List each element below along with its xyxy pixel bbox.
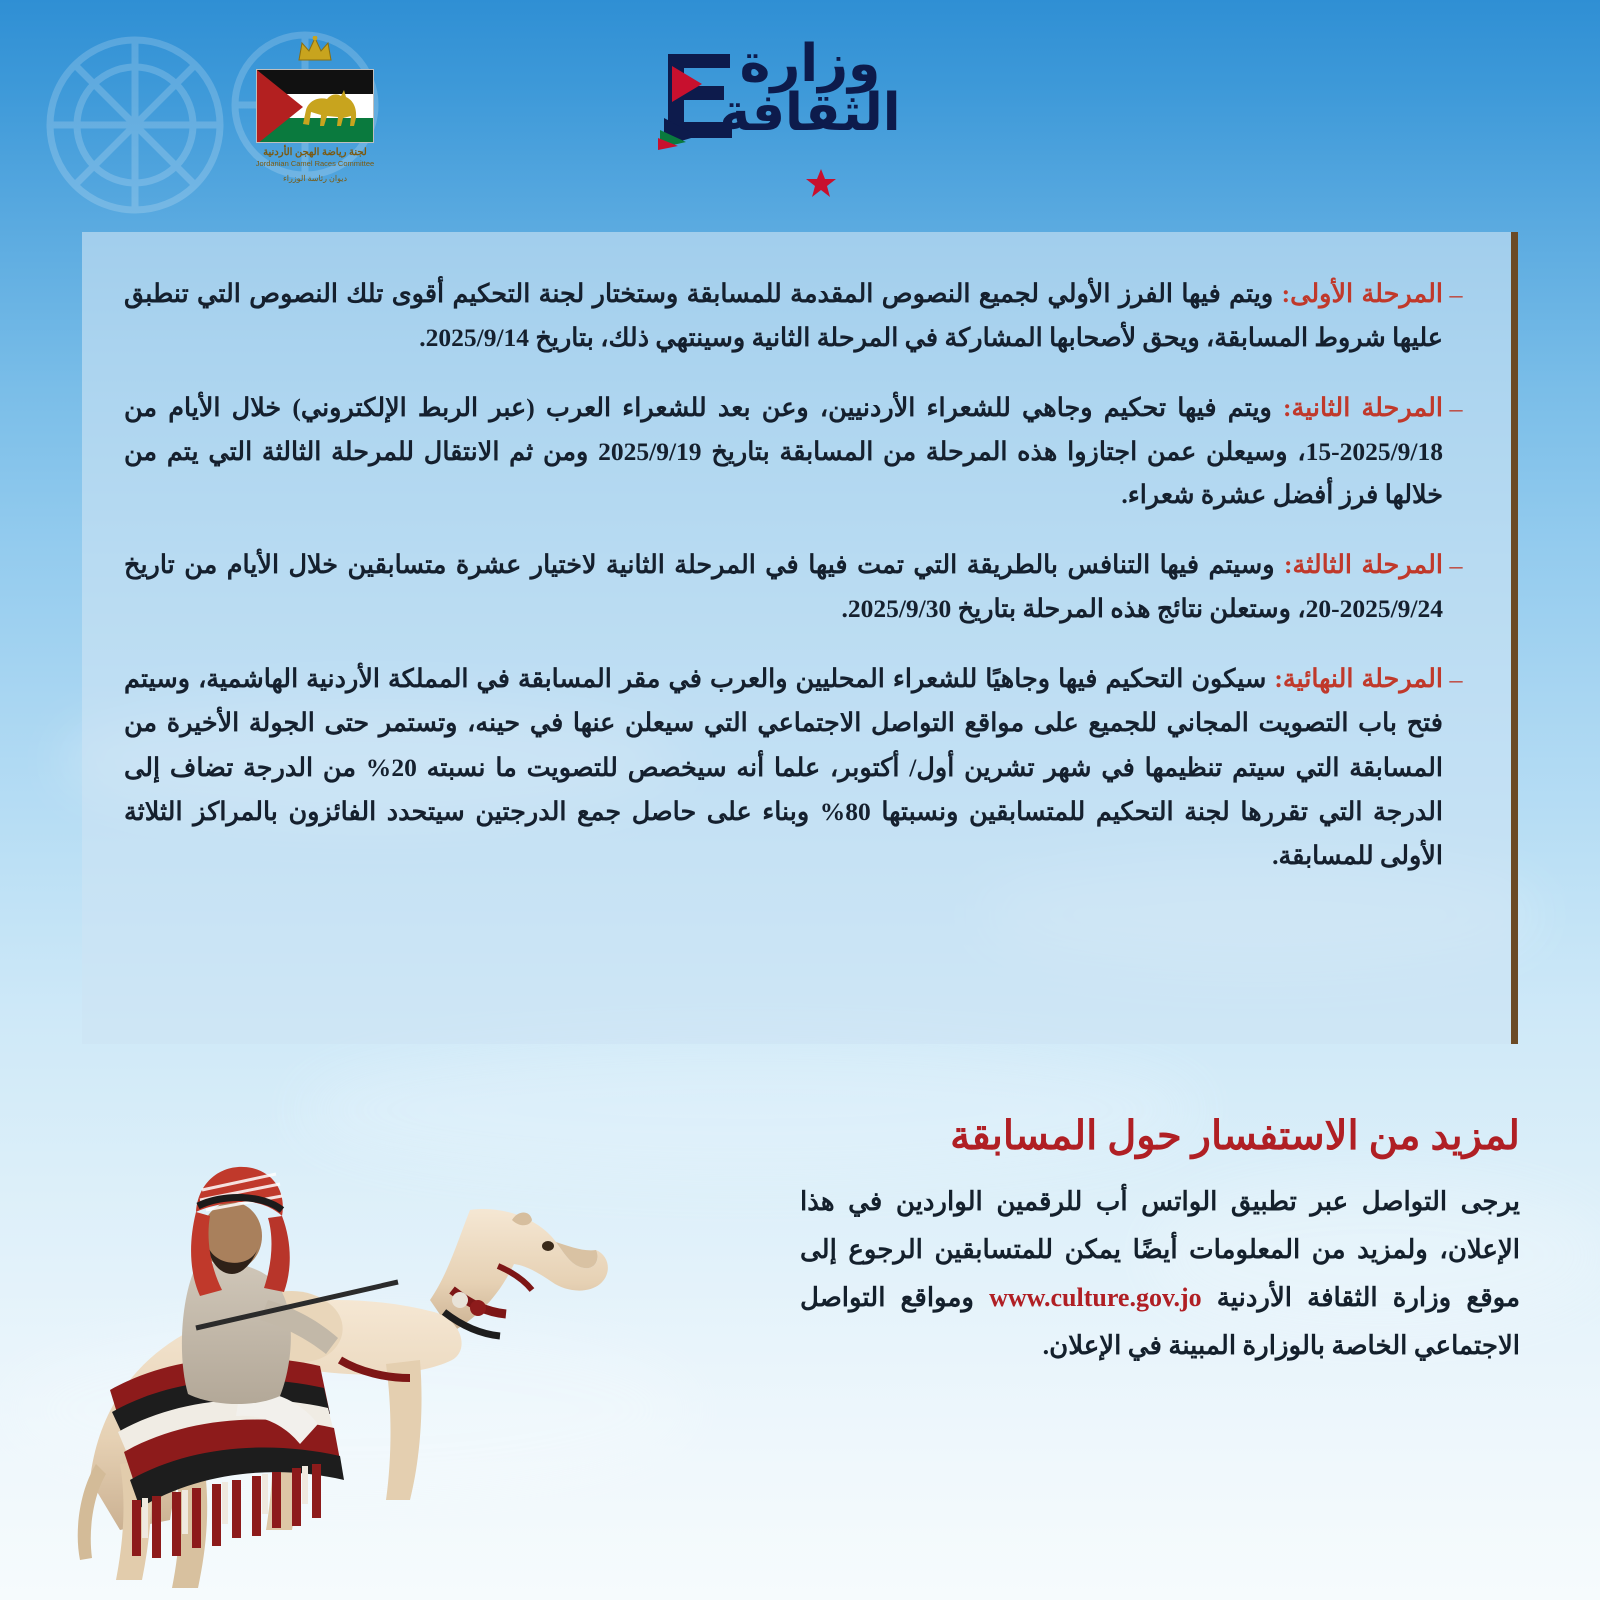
committee-name-en: Jordanian Camel Races Committee bbox=[255, 159, 375, 168]
seven-point-star-icon bbox=[804, 168, 838, 202]
stage-paragraph bbox=[124, 386, 1443, 518]
stages-card bbox=[82, 232, 1518, 1044]
stage-title: المرحلة الثانية: bbox=[1283, 392, 1443, 422]
camel-bridle bbox=[340, 1266, 532, 1378]
stage-item bbox=[124, 386, 1469, 518]
stage-item bbox=[124, 272, 1469, 360]
ministry-logo-line2: الثقافة bbox=[719, 83, 901, 144]
committee-subtitle: ديوان رئاسة الوزراء bbox=[282, 174, 348, 183]
contact-text-part2: ومواقع التواصل الاجتماعي الخاصة بالوزارة المبينة في الإعلان. bbox=[800, 1283, 1520, 1361]
camel-rider bbox=[182, 1167, 398, 1444]
stage-body: سيكون التحكيم فيها وجاهيًا للشعراء المحليين والعرب في مقر المسابقة في المملكة الأردنية الهاشمية، وسيتم فتح باب التصويت المجاني للجميع على مواقع التواصل الاجتماعي التي سيعلن عنها في حينه، وتستمر حتى الجولة الأخيرة من المسابقة التي سيتم تنظيمها في شهر تشرين أول/ أكتوبر، علما أنه سيخصص للتصويت ما نسبته 20% من الدرجة تضاف إلى الدرجة التي تقررها لجنة التحكيم للمتسابقين ونسبتها 80% وبناء على حاصل جمع الدرجتين سيتحدد الفائزون بالمراكز الثلاثة الأولى للمسابقة. bbox=[124, 664, 1443, 871]
contact-section bbox=[800, 1112, 1520, 1370]
crown-icon bbox=[297, 36, 333, 62]
ministry-logo-line1: وزارة bbox=[739, 34, 881, 94]
list-dash-marker: – bbox=[1449, 280, 1463, 309]
cloud-decoration bbox=[0, 1320, 700, 1500]
stage-title: المرحلة الثالثة: bbox=[1284, 550, 1443, 580]
ministry-book-mark-icon bbox=[658, 46, 744, 150]
stage-body: وسيتم فيها التنافس بالطريقة التي تمت فيها في المرحلة الثانية لاختيار عشرة متسابقين خلال الأيام من تاريخ 2025/9/24-20، وستعلن نتائج هذه المرحلة بتاريخ 2025/9/30. bbox=[124, 550, 1443, 624]
ministry-of-culture-logo bbox=[660, 34, 960, 144]
stage-paragraph bbox=[124, 657, 1443, 879]
committee-logo bbox=[220, 36, 410, 185]
stage-title: المرحلة النهائية: bbox=[1274, 664, 1443, 694]
page-header bbox=[0, 0, 1600, 232]
committee-name-ar: لجنة رياضة الهجن الأردنية bbox=[263, 147, 367, 158]
contact-body bbox=[800, 1178, 1520, 1370]
stage-body: ويتم فيها تحكيم وجاهي للشعراء الأردنيين، وعن بعد للشعراء العرب (عبر الربط الإلكتروني) خلال الأيام من 2025/9/18-15، وسيعلن عمن اجتازوا هذه المرحلة من المسابقة بتاريخ 2025/9/19 ومن ثم الانتقال للمرحلة الثالثة التي يتم من خلالها فرز أفضل عشرة شعراء. bbox=[124, 392, 1443, 510]
stage-item bbox=[124, 543, 1469, 631]
contact-text-part1: يرجى التواصل عبر تطبيق الواتس أب للرقمين الواردين في هذا الإعلان، ولمزيد من المعلومات أيضًا يمكن للمتسابقين الرجوع إلى موقع وزارة الثقافة الأردنية bbox=[800, 1187, 1520, 1313]
list-dash-marker: – bbox=[1449, 665, 1463, 695]
stage-title: المرحلة الأولى: bbox=[1281, 279, 1443, 308]
camel-rider-photo bbox=[0, 1060, 720, 1600]
jordan-flag-emblem bbox=[256, 69, 374, 143]
stage-paragraph bbox=[124, 543, 1443, 631]
camel-saddle-blanket bbox=[110, 1358, 344, 1558]
camel-icon bbox=[297, 84, 363, 130]
list-dash-marker: – bbox=[1449, 551, 1463, 581]
contact-title: لمزيد من الاستفسار حول المسابقة bbox=[950, 1113, 1520, 1158]
list-dash-marker: – bbox=[1449, 393, 1463, 423]
stage-item bbox=[124, 657, 1469, 879]
website-link[interactable]: www.culture.gov.jo bbox=[989, 1283, 1202, 1313]
stage-paragraph bbox=[124, 272, 1443, 360]
camel-figure bbox=[78, 1209, 608, 1588]
stage-body: ويتم فيها الفرز الأولي لجميع النصوص المقدمة للمسابقة وستختار لجنة التحكيم أقوى تلك النصوص التي تنطبق عليها شروط المسابقة، ويحق لأصحابها المشاركة في المرحلة الثانية وسينتهي ذلك، بتاريخ 2025/9/14. bbox=[124, 279, 1443, 352]
